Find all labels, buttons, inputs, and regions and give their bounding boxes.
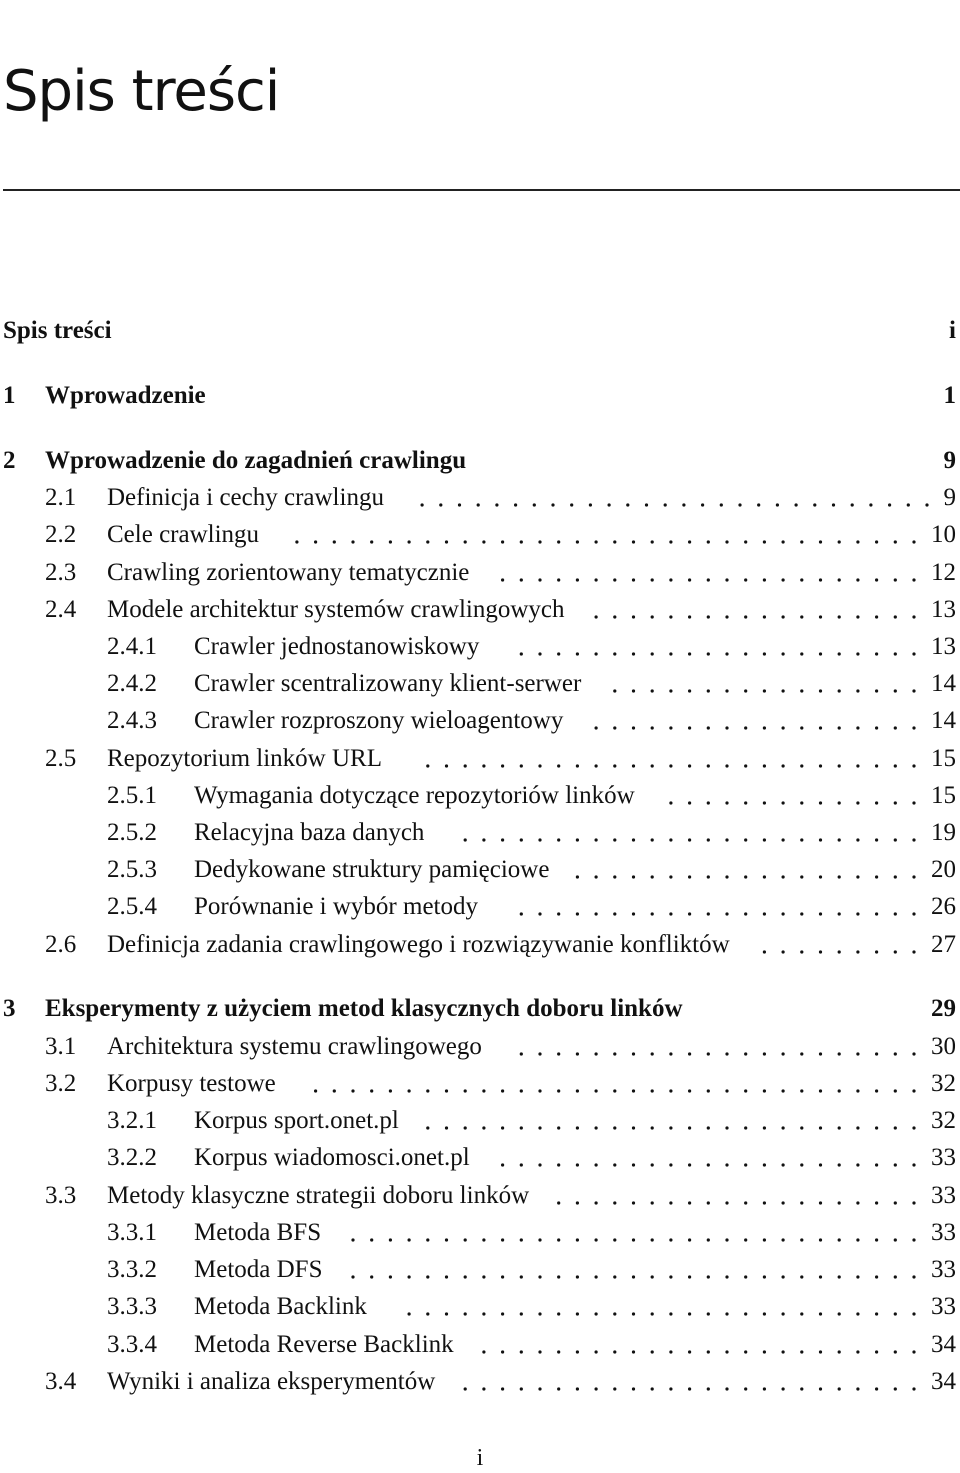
toc-entry-number: 2.4 <box>45 596 77 623</box>
toc-section-entry[interactable] <box>0 1067 960 1101</box>
toc-entry-number: 2.5.4 <box>107 893 157 920</box>
toc-entry-number: 3 <box>3 995 16 1022</box>
toc-entry-title: Metoda Reverse Backlink <box>194 1331 454 1358</box>
toc-dot-leader <box>436 816 917 850</box>
toc-entry-page-number: 13 <box>931 596 956 623</box>
toc-entry-page-number: 9 <box>943 484 956 511</box>
toc-dot-leader <box>481 556 917 590</box>
toc-entry-title: Wprowadzenie <box>45 382 206 409</box>
toc-entry-page-number: 10 <box>931 521 956 548</box>
toc-entry-page-number: 13 <box>931 633 956 660</box>
toc-dot-leader <box>593 667 917 701</box>
toc-entry-title: Crawling zorientowany tematycznie <box>107 559 470 586</box>
toc-entry-title: Metoda BFS <box>194 1219 322 1246</box>
toc-subsection-entry[interactable] <box>0 1290 960 1324</box>
toc-entry-page-number: i <box>949 317 956 344</box>
toc-entry-title: Cele crawlingu <box>107 521 260 548</box>
toc-entry-number: 3.3.3 <box>107 1293 157 1320</box>
toc-entry-page-number: 9 <box>943 447 956 474</box>
toc-entry-title: Definicja zadania crawlingowego i rozwiązywanie konfliktów <box>107 931 730 958</box>
toc-entry-number: 2.5 <box>45 745 77 772</box>
toc-entry-page-number: 1 <box>943 382 956 409</box>
toc-section-entry[interactable] <box>0 481 960 515</box>
toc-subsection-entry[interactable] <box>0 704 960 738</box>
toc-entry-number: 2.6 <box>45 931 77 958</box>
toc-entry-title: Repozytorium linków URL <box>107 745 382 772</box>
toc-entry-number: 2.5.3 <box>107 856 157 883</box>
toc-entry-page-number: 32 <box>931 1107 956 1134</box>
toc-entry-number: 2.4.1 <box>107 633 157 660</box>
toc-dot-leader <box>561 853 917 887</box>
toc-dot-leader <box>482 1141 917 1175</box>
toc-entry-title: Korpus wiadomosci.onet.pl <box>194 1144 470 1171</box>
toc-entry-title: Wprowadzenie do zagadnień crawlingu <box>45 447 467 474</box>
toc-entry-page-number: 33 <box>931 1182 956 1209</box>
toc-section-entry[interactable] <box>0 1179 960 1213</box>
toc-section-entry[interactable] <box>0 556 960 590</box>
toc-subsection-entry[interactable] <box>0 1141 960 1175</box>
toc-entry-page-number: 15 <box>931 782 956 809</box>
toc-entry-number: 2.4.2 <box>107 670 157 697</box>
toc-entry-title: Porównanie i wybór metody <box>194 893 478 920</box>
toc-entry-page-number: 14 <box>931 707 956 734</box>
toc-entry-number: 2.2 <box>45 521 77 548</box>
toc-chapter-entry[interactable] <box>0 314 960 348</box>
toc-chapter-entry[interactable] <box>0 992 960 1026</box>
toc-dot-leader <box>447 1365 917 1399</box>
toc-dot-leader <box>577 593 917 627</box>
toc-entry-number: 3.4 <box>45 1368 77 1395</box>
toc-entry-page-number: 33 <box>931 1293 956 1320</box>
toc-entry-number: 3.3.4 <box>107 1331 157 1358</box>
toc-entry-number: 2.5.1 <box>107 782 157 809</box>
toc-entry-title: Eksperymenty z użyciem metod klasycznych doboru linków <box>45 995 683 1022</box>
toc-entry-title: Definicja i cechy crawlingu <box>107 484 384 511</box>
toc-entry-page-number: 29 <box>931 995 956 1022</box>
toc-dot-leader <box>466 1328 917 1362</box>
toc-entry-title: Korpus sport.onet.pl <box>194 1107 399 1134</box>
toc-entry-title: Crawler jednostanowiskowy <box>194 633 480 660</box>
toc-section-entry[interactable] <box>0 1030 960 1064</box>
toc-entry-title: Modele architektur systemów crawlingowych <box>107 596 565 623</box>
toc-dot-leader <box>394 742 917 776</box>
toc-dot-leader <box>271 518 917 552</box>
toc-subsection-entry[interactable] <box>0 630 960 664</box>
toc-subsection-entry[interactable] <box>0 1328 960 1362</box>
toc-entry-page-number: 19 <box>931 819 956 846</box>
toc-entry-page-number: 30 <box>931 1033 956 1060</box>
toc-entry-page-number: 26 <box>931 893 956 920</box>
toc-section-entry[interactable] <box>0 742 960 776</box>
toc-subsection-entry[interactable] <box>0 1253 960 1287</box>
toc-entry-page-number: 34 <box>931 1368 956 1395</box>
toc-entry-title: Korpusy testowe <box>107 1070 276 1097</box>
toc-dot-leader <box>575 704 917 738</box>
toc-entry-page-number: 32 <box>931 1070 956 1097</box>
toc-entry-number: 3.3.1 <box>107 1219 157 1246</box>
page-title: Spis treści <box>3 59 280 124</box>
toc-entry-title: Wymagania dotyczące repozytoriów linków <box>194 782 635 809</box>
toc-entry-title: Relacyjna baza danych <box>194 819 425 846</box>
toc-entry-number: 3.3 <box>45 1182 77 1209</box>
toc-entry-number: 3.3.2 <box>107 1256 157 1283</box>
toc-subsection-entry[interactable] <box>0 816 960 850</box>
toc-entry-page-number: 33 <box>931 1144 956 1171</box>
toc-dot-leader <box>494 1030 917 1064</box>
toc-entry-number: 1 <box>3 382 16 409</box>
toc-entry-number: 3.1 <box>45 1033 77 1060</box>
toc-entry-title: Metoda Backlink <box>194 1293 367 1320</box>
toc-entry-page-number: 15 <box>931 745 956 772</box>
toc-dot-leader <box>288 1067 917 1101</box>
toc-dot-leader <box>742 928 917 962</box>
toc-entry-title: Metoda DFS <box>194 1256 323 1283</box>
toc-entry-title: Metody klasyczne strategii doboru linków <box>107 1182 530 1209</box>
toc-entry-number: 2 <box>3 447 16 474</box>
toc-dot-leader <box>379 1290 917 1324</box>
toc-dot-leader <box>334 1253 917 1287</box>
toc-entry-title: Crawler scentralizowany klient-serwer <box>194 670 582 697</box>
toc-entry-page-number: 12 <box>931 559 956 586</box>
toc-entry-number: 2.3 <box>45 559 77 586</box>
toc-chapter-entry[interactable] <box>0 379 960 413</box>
toc-section-entry[interactable] <box>0 1365 960 1399</box>
toc-entry-page-number: 33 <box>931 1256 956 1283</box>
toc-entry-page-number: 34 <box>931 1331 956 1358</box>
footer-page-number: i <box>476 1445 484 1471</box>
toc-entry-number: 2.1 <box>45 484 77 511</box>
toc-subsection-entry[interactable] <box>0 667 960 701</box>
toc-entry-page-number: 20 <box>931 856 956 883</box>
toc-entry-title: Wyniki i analiza eksperymentów <box>107 1368 436 1395</box>
toc-section-entry[interactable] <box>0 518 960 552</box>
toc-subsection-entry[interactable] <box>0 890 960 924</box>
toc-dot-leader <box>411 1104 917 1138</box>
toc-dot-leader <box>491 630 917 664</box>
toc-entry-title: Architektura systemu crawlingowego <box>107 1033 482 1060</box>
toc-dot-leader <box>333 1216 917 1250</box>
toc-entry-number: 3.2.2 <box>107 1144 157 1171</box>
toc-entry-number: 3.2 <box>45 1070 77 1097</box>
toc-entry-page-number: 27 <box>931 931 956 958</box>
toc-entry-number: 3.2.1 <box>107 1107 157 1134</box>
toc-entry-title: Spis treści <box>3 317 112 344</box>
toc-subsection-entry[interactable] <box>0 1216 960 1250</box>
toc-section-entry[interactable] <box>0 928 960 962</box>
toc-dot-leader <box>490 890 917 924</box>
toc-entry-number: 2.4.3 <box>107 707 157 734</box>
toc-section-entry[interactable] <box>0 593 960 627</box>
toc-dot-leader <box>541 1179 917 1213</box>
toc-subsection-entry[interactable] <box>0 853 960 887</box>
toc-chapter-entry[interactable] <box>0 444 960 478</box>
toc-dot-leader <box>396 481 930 515</box>
toc-dot-leader <box>647 779 917 813</box>
toc-entry-number: 2.5.2 <box>107 819 157 846</box>
toc-subsection-entry[interactable] <box>0 779 960 813</box>
toc-subsection-entry[interactable] <box>0 1104 960 1138</box>
toc-entry-page-number: 33 <box>931 1219 956 1246</box>
toc-entry-title: Dedykowane struktury pamięciowe <box>194 856 550 883</box>
toc-entry-page-number: 14 <box>931 670 956 697</box>
toc-entry-title: Crawler rozproszony wieloagentowy <box>194 707 564 734</box>
